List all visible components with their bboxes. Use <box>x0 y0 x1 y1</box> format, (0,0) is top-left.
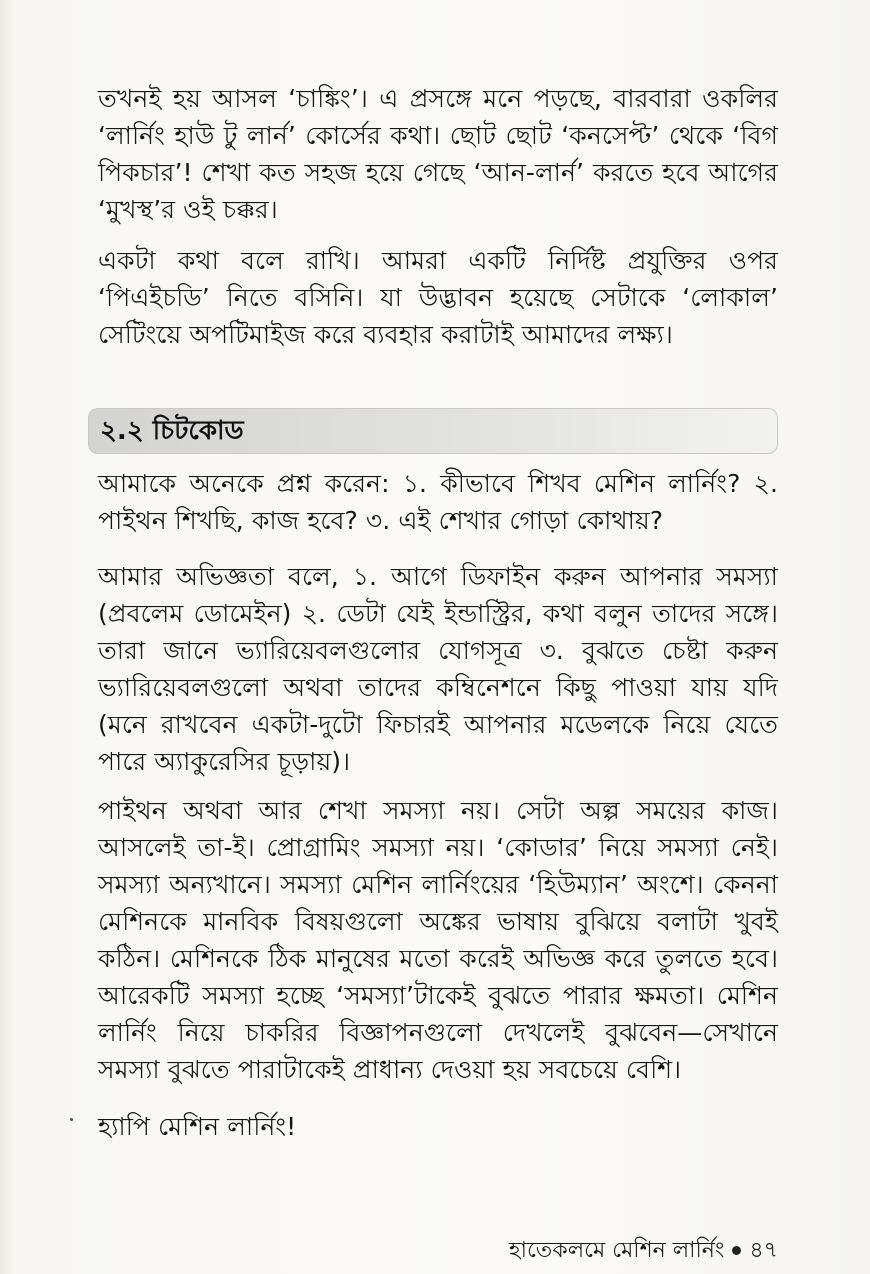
paragraph-closing: হ্যাপি মেশিন লার্নিং! <box>98 1112 297 1141</box>
page-footer <box>509 1236 778 1266</box>
footer-book-title: হাতেকলমে মেশিন লার্নিং <box>509 1238 725 1263</box>
print-speck <box>70 1118 73 1121</box>
paragraph-questions: আমাকে অনেকে প্রশ্ন করেন: ১. কীভাবে শিখব মেশিন লার্নিং? ২. পাইথন শিখছি, কাজ হবে? ৩. এই শেখার গোড়া কোথায়? <box>98 469 778 535</box>
paragraph-goal: একটা কথা বলে রাখি। আমরা একটি নির্দিষ্ট প্রযুক্তির ওপর ‘পিএইচডি’ নিতে বসিনি। যা উদ্ভাবন হয়েছে সেটাকে ‘লোকাল’ সেটিংয়ে অপটিমাইজ করে ব্যবহার করাটাই আমাদের লক্ষ্য। <box>98 246 778 349</box>
section-title: ২.২ চিটকোড <box>100 416 244 446</box>
paragraph-problem: পাইথন অথবা আর শেখা সমস্যা নয়। সেটা অল্প সময়ের কাজ। আসলেই তা-ই। প্রোগ্রামিং সমস্যা নয়। ‘কোডার’ নিয়ে সমস্যা নেই। সমস্যা অন্যখানে। সমস্যা মেশিন লার্নিংয়ের ‘হিউম্যান’ অংশে। কেননা মেশিনকে মানবিক বিষয়গুলো অঙ্কের ভাষায় বুঝিয়ে বলাটা খুবই কঠিন। মেশিনকে ঠিক মানুষের মতো করেই অভিজ্ঞ করে তুলতে হবে। আরেকটি সমস্যা হচ্ছে ‘সমস্যা’টাকেই বুঝতে পারার ক্ষমতা। মেশিন লার্নিং নিয়ে চাকরির বিজ্ঞাপনগুলো দেখলেই বুঝবেন—সেখানে সমস্যা বুঝতে পারাটাকেই প্রাধান্য দেওয়া হয় সবচেয়ে বেশি। <box>98 796 778 1084</box>
paragraph-chunking: তখনই হয় আসল ‘চাঙ্কিং’। এ প্রসঙ্গে মনে পড়ছে, বারবারা ওকলির ‘লার্নিং হাউ টু লার্ন’ কোর্সের কথা। ছোট ছোট ‘কনসেপ্ট’ থেকে ‘বিগ পিকচার’! শেখা কত সহজ হয়ে গেছে ‘আন-লার্ন’ করতে হবে আগের ‘মুখস্থ’র ওই চক্কর। <box>98 84 778 224</box>
bullet-dot-icon <box>732 1246 741 1255</box>
section-header <box>88 408 778 454</box>
page-number: ৪৭ <box>749 1238 778 1263</box>
paragraph-experience: আমার অভিজ্ঞতা বলে, ১. আগে ডিফাইন করুন আপনার সমস্যা (প্রবলেম ডোমেইন) ২. ডেটা যেই ইন্ডাস্ট্রির, কথা বলুন তাদের সঙ্গে। তারা জানে ভ্যারিয়েবলগুলোর যোগসূত্র ৩. বুঝতে চেষ্টা করুন ভ্যারিয়েবলগুলো অথবা তাদের কম্বিনেশনে কিছু পাওয়া যায় যদি (মনে রাখবেন একটা-দুটো ফিচারই আপনার মডেলকে নিয়ে যেতে পারে অ্যাকুরেসির চূড়ায়)। <box>98 562 778 776</box>
